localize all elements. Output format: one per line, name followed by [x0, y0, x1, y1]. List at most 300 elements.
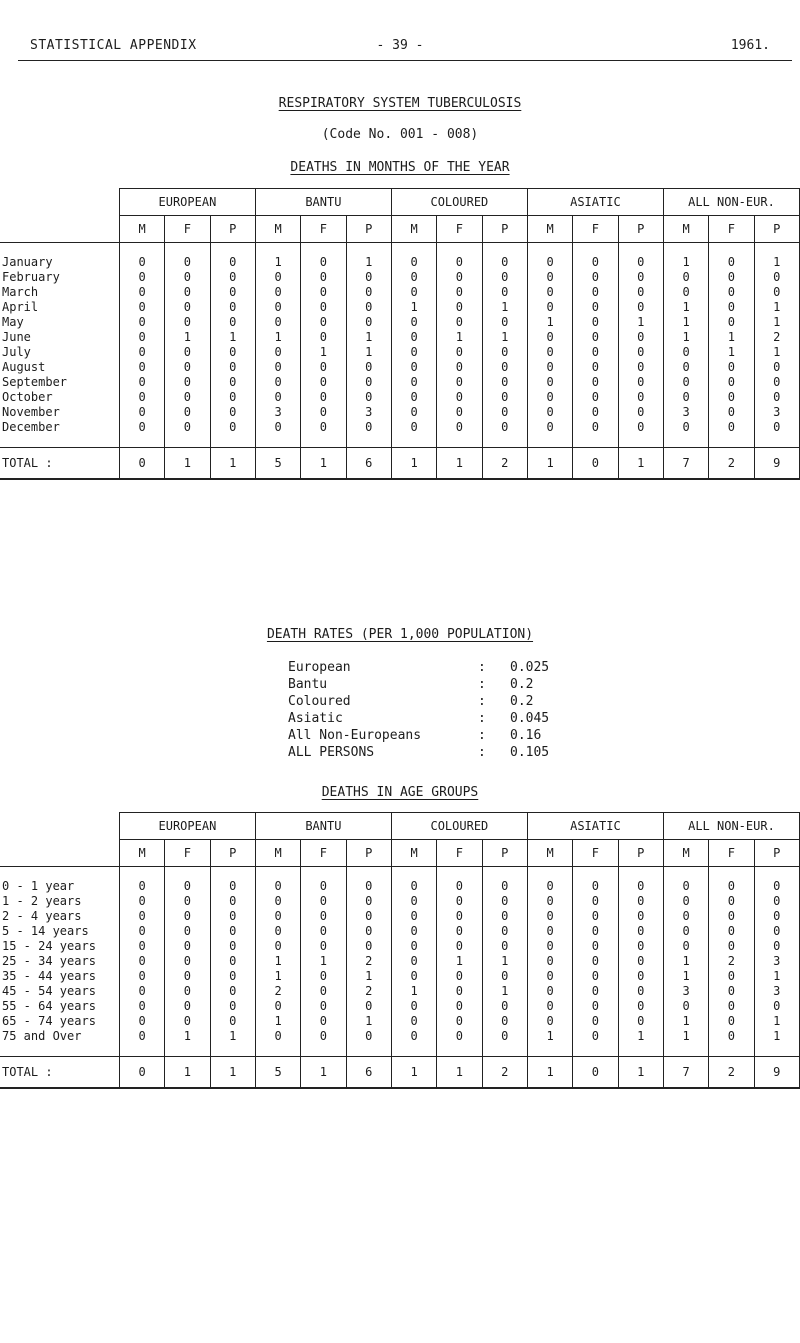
spacer-cell — [0, 435, 119, 448]
table-row — [0, 909, 800, 924]
corner-cell — [0, 840, 119, 867]
table-cell: 3 — [346, 405, 391, 420]
spacer-cell — [255, 1044, 300, 1057]
table-cell: 0 — [437, 375, 482, 390]
sub-header: P — [482, 840, 527, 867]
table-cell: 0 — [255, 360, 300, 375]
table-cell: 0 — [391, 360, 436, 375]
row-label: November — [2, 405, 60, 419]
table-cell: 0 — [391, 345, 436, 360]
row-label: 75 and Over — [2, 1029, 82, 1043]
table-cell: 1 — [437, 954, 482, 969]
spacer-cell — [301, 243, 346, 256]
year: 1961. — [730, 38, 770, 53]
table-cell: 0 — [165, 285, 210, 300]
table-cell: 1 — [391, 300, 436, 315]
table-cell: 0 — [618, 1014, 663, 1029]
table-cell: 0 — [482, 909, 527, 924]
months-table — [0, 188, 800, 480]
age-groups-table — [0, 812, 800, 1089]
table-cell: 0 — [346, 390, 391, 405]
sub-header: P — [346, 840, 391, 867]
total-cell: 2 — [709, 448, 754, 480]
table-cell: 0 — [210, 375, 255, 390]
table-row — [0, 1014, 800, 1029]
table-cell: 0 — [754, 939, 799, 954]
table-cell: 0 — [437, 270, 482, 285]
table-cell: 0 — [301, 1014, 346, 1029]
spacer-cell — [663, 1044, 708, 1057]
table-cell: 0 — [663, 360, 708, 375]
table-cell: 0 — [618, 330, 663, 345]
table-cell: 0 — [709, 360, 754, 375]
sub-header: P — [754, 840, 799, 867]
spacer-cell — [119, 435, 164, 448]
table-cell: 0 — [210, 345, 255, 360]
total-cell: 2 — [482, 448, 527, 480]
row-label: April — [2, 300, 39, 314]
rate-label: Asiatic — [288, 711, 343, 726]
code-line: (Code No. 001 - 008) — [321, 127, 479, 142]
row-label: August — [2, 360, 46, 374]
table-row — [0, 879, 800, 894]
table-row — [0, 255, 800, 270]
table-cell: 0 — [210, 954, 255, 969]
table-cell: 0 — [391, 375, 436, 390]
spacer-cell — [437, 867, 482, 880]
rates-heading: DEATH RATES (PER 1,000 POPULATION) — [266, 627, 534, 642]
table-cell: 0 — [573, 999, 618, 1014]
table-row — [0, 300, 800, 315]
table-cell: 0 — [709, 375, 754, 390]
table-cell: 0 — [210, 909, 255, 924]
table-cell: 1 — [663, 1014, 708, 1029]
sub-header: F — [165, 840, 210, 867]
total-cell: 1 — [301, 1057, 346, 1089]
table-cell: 0 — [527, 879, 572, 894]
table-cell: 0 — [663, 939, 708, 954]
table-row — [0, 969, 800, 984]
table-cell: 0 — [618, 375, 663, 390]
table-cell: 0 — [573, 984, 618, 999]
table-cell: 0 — [255, 1029, 300, 1044]
table-cell: 0 — [165, 909, 210, 924]
table-cell: 0 — [663, 909, 708, 924]
table-cell: 0 — [346, 285, 391, 300]
table-cell: 0 — [754, 420, 799, 435]
corner-cell — [0, 216, 119, 243]
table-cell: 0 — [618, 909, 663, 924]
table-row — [0, 270, 800, 285]
table-cell: 0 — [255, 285, 300, 300]
total-cell: 1 — [437, 448, 482, 480]
total-cell: 6 — [346, 1057, 391, 1089]
row-label: February — [2, 270, 60, 284]
table-cell: 0 — [119, 879, 164, 894]
table-cell: 0 — [165, 924, 210, 939]
table-cell: 3 — [754, 984, 799, 999]
table-cell: 0 — [709, 405, 754, 420]
table-cell: 0 — [391, 390, 436, 405]
sub-header: P — [210, 216, 255, 243]
spacer-cell — [165, 435, 210, 448]
table-row — [0, 984, 800, 999]
table-cell: 0 — [709, 315, 754, 330]
spacer-cell — [346, 1044, 391, 1057]
table-cell: 0 — [165, 999, 210, 1014]
spacer-cell — [437, 243, 482, 256]
spacer-cell — [301, 435, 346, 448]
table-cell: 0 — [119, 1014, 164, 1029]
table-cell: 0 — [210, 1014, 255, 1029]
table-cell: 0 — [482, 999, 527, 1014]
group-header: BANTU — [255, 813, 391, 840]
table-cell: 1 — [754, 969, 799, 984]
table-cell: 0 — [482, 894, 527, 909]
rate-value: 0.105 — [510, 745, 550, 760]
spacer-cell — [663, 243, 708, 256]
table-cell: 1 — [301, 345, 346, 360]
total-row — [0, 448, 800, 480]
table-cell: 0 — [618, 285, 663, 300]
total-cell: 1 — [618, 448, 663, 480]
table-cell: 0 — [709, 879, 754, 894]
table-cell: 0 — [573, 939, 618, 954]
sub-header: F — [437, 840, 482, 867]
table-cell: 0 — [709, 999, 754, 1014]
table-cell: 0 — [618, 405, 663, 420]
sub-header: F — [301, 216, 346, 243]
row-label: 35 - 44 years — [2, 969, 96, 983]
spacer-cell — [573, 243, 618, 256]
table-cell: 0 — [301, 999, 346, 1014]
group-header: EUROPEAN — [119, 189, 255, 216]
group-header: BANTU — [255, 189, 391, 216]
table-cell: 0 — [709, 300, 754, 315]
spacer-cell — [709, 435, 754, 448]
table-cell: 0 — [709, 894, 754, 909]
table-cell: 0 — [119, 300, 164, 315]
table-cell: 0 — [391, 420, 436, 435]
table-cell: 0 — [437, 360, 482, 375]
table-cell: 0 — [618, 270, 663, 285]
rate-row — [288, 676, 590, 693]
table-cell: 0 — [527, 405, 572, 420]
rate-colon: : — [478, 728, 486, 743]
death-rates-list — [288, 659, 590, 761]
table-cell: 1 — [527, 1029, 572, 1044]
spacer-cell — [527, 243, 572, 256]
rate-label: ALL PERSONS — [288, 745, 375, 760]
group-header-row — [0, 189, 800, 216]
table-cell: 0 — [165, 360, 210, 375]
sub-header: M — [527, 840, 572, 867]
row-label: 45 - 54 years — [2, 984, 96, 998]
table-cell: 1 — [527, 315, 572, 330]
row-label: June — [2, 330, 31, 344]
table-cell: 1 — [391, 984, 436, 999]
table-cell: 0 — [437, 345, 482, 360]
table-cell: 0 — [437, 255, 482, 270]
spacer-cell — [527, 867, 572, 880]
table-cell: 0 — [210, 894, 255, 909]
table-cell: 0 — [391, 969, 436, 984]
table-cell: 0 — [573, 405, 618, 420]
sub-header: F — [709, 216, 754, 243]
total-cell: 0 — [573, 1057, 618, 1089]
table-cell: 0 — [255, 999, 300, 1014]
table-cell: 0 — [573, 924, 618, 939]
table-cell: 0 — [618, 969, 663, 984]
table-cell: 0 — [119, 1029, 164, 1044]
table-cell: 0 — [301, 285, 346, 300]
table-cell: 1 — [663, 300, 708, 315]
table-row — [0, 330, 800, 345]
row-label: 25 - 34 years — [2, 954, 96, 968]
total-cell: 1 — [210, 448, 255, 480]
table-cell: 0 — [527, 420, 572, 435]
table-cell: 0 — [482, 1029, 527, 1044]
table-cell: 1 — [663, 1029, 708, 1044]
table-cell: 0 — [618, 999, 663, 1014]
table-cell: 0 — [618, 360, 663, 375]
table-cell: 0 — [301, 1029, 346, 1044]
table-cell: 0 — [346, 360, 391, 375]
table-cell: 0 — [527, 360, 572, 375]
total-cell: 2 — [482, 1057, 527, 1089]
spacer-cell — [709, 243, 754, 256]
table-cell: 1 — [482, 300, 527, 315]
table-cell: 0 — [437, 420, 482, 435]
table-cell: 0 — [482, 255, 527, 270]
total-label: TOTAL : — [0, 1057, 119, 1089]
table-cell: 1 — [210, 330, 255, 345]
table-cell: 0 — [119, 345, 164, 360]
table-cell: 0 — [573, 1029, 618, 1044]
table-cell: 0 — [527, 924, 572, 939]
spacer-cell — [527, 1044, 572, 1057]
table-cell: 0 — [119, 984, 164, 999]
total-cell: 2 — [709, 1057, 754, 1089]
table-cell: 0 — [255, 300, 300, 315]
table-cell: 0 — [346, 375, 391, 390]
table-cell: 0 — [709, 285, 754, 300]
spacer-cell — [754, 1044, 799, 1057]
table-cell: 0 — [437, 969, 482, 984]
spacer-cell — [391, 867, 436, 880]
total-row — [0, 1057, 800, 1089]
table-row — [0, 390, 800, 405]
table-cell: 1 — [255, 255, 300, 270]
table-cell: 0 — [165, 315, 210, 330]
sub-header: F — [437, 216, 482, 243]
table-cell: 0 — [210, 360, 255, 375]
table-cell: 0 — [437, 405, 482, 420]
table-cell: 0 — [709, 939, 754, 954]
table-cell: 0 — [301, 270, 346, 285]
table-cell: 0 — [210, 984, 255, 999]
sub-header: F — [573, 840, 618, 867]
table-cell: 0 — [663, 285, 708, 300]
table-row — [0, 315, 800, 330]
table-cell: 0 — [618, 954, 663, 969]
table-cell: 1 — [301, 954, 346, 969]
table-cell: 3 — [255, 405, 300, 420]
table-cell: 0 — [346, 909, 391, 924]
table-cell: 1 — [482, 984, 527, 999]
table-cell: 3 — [663, 405, 708, 420]
spacer-cell — [165, 1044, 210, 1057]
table-cell: 0 — [527, 999, 572, 1014]
table-cell: 0 — [301, 255, 346, 270]
spacer-cell — [119, 243, 164, 256]
table-cell: 0 — [119, 420, 164, 435]
table-row — [0, 375, 800, 390]
table-cell: 2 — [709, 954, 754, 969]
table-cell: 0 — [573, 390, 618, 405]
table-cell: 0 — [482, 969, 527, 984]
total-cell: 1 — [618, 1057, 663, 1089]
table-row — [0, 999, 800, 1014]
table-cell: 0 — [391, 879, 436, 894]
table-cell: 0 — [165, 1014, 210, 1029]
sub-header: F — [573, 216, 618, 243]
table-cell: 0 — [346, 894, 391, 909]
table-cell: 0 — [709, 270, 754, 285]
spacer-cell — [210, 243, 255, 256]
table-cell: 0 — [391, 1029, 436, 1044]
table-cell: 0 — [255, 924, 300, 939]
table-cell: 0 — [437, 909, 482, 924]
table-cell: 0 — [119, 924, 164, 939]
table-cell: 0 — [165, 375, 210, 390]
table-cell: 0 — [527, 969, 572, 984]
row-label: 65 - 74 years — [2, 1014, 96, 1028]
rate-label: European — [288, 660, 351, 675]
total-cell: 7 — [663, 448, 708, 480]
table-cell: 0 — [301, 984, 346, 999]
rate-value: 0.2 — [510, 677, 534, 692]
sub-header: M — [255, 840, 300, 867]
header-rule — [18, 60, 792, 61]
table-cell: 0 — [437, 390, 482, 405]
sub-header: F — [165, 216, 210, 243]
table-cell: 0 — [573, 300, 618, 315]
table-cell: 0 — [346, 300, 391, 315]
spacer-cell — [391, 1044, 436, 1057]
table-cell: 0 — [709, 969, 754, 984]
spacer-row — [0, 1044, 800, 1057]
table-cell: 0 — [482, 375, 527, 390]
table-cell: 0 — [119, 999, 164, 1014]
table-cell: 0 — [119, 405, 164, 420]
spacer-cell — [709, 867, 754, 880]
table-cell: 0 — [119, 390, 164, 405]
table-cell: 0 — [754, 999, 799, 1014]
table-cell: 1 — [754, 315, 799, 330]
spacer-cell — [210, 435, 255, 448]
table-cell: 0 — [210, 390, 255, 405]
spacer-cell — [618, 243, 663, 256]
table-cell: 0 — [618, 879, 663, 894]
table-cell: 0 — [663, 345, 708, 360]
rate-label: All Non-Europeans — [288, 728, 422, 743]
table-cell: 0 — [301, 939, 346, 954]
sub-header-row — [0, 216, 800, 243]
total-cell: 0 — [119, 448, 164, 480]
table-cell: 0 — [482, 390, 527, 405]
table-cell: 0 — [346, 270, 391, 285]
table-cell: 0 — [301, 420, 346, 435]
spacer-cell — [437, 1044, 482, 1057]
table-cell: 0 — [482, 270, 527, 285]
total-cell: 1 — [527, 448, 572, 480]
spacer-cell — [754, 243, 799, 256]
row-label: December — [2, 420, 60, 434]
table-cell: 0 — [210, 270, 255, 285]
spacer-cell — [301, 867, 346, 880]
table-cell: 0 — [437, 1014, 482, 1029]
table-cell: 0 — [709, 1029, 754, 1044]
table-cell: 0 — [301, 375, 346, 390]
table-cell: 0 — [618, 924, 663, 939]
table-row — [0, 894, 800, 909]
table-cell: 0 — [346, 879, 391, 894]
table-cell: 0 — [573, 345, 618, 360]
table-row — [0, 939, 800, 954]
table-cell: 0 — [527, 345, 572, 360]
table-cell: 1 — [663, 255, 708, 270]
table-cell: 0 — [119, 909, 164, 924]
spacer-cell — [391, 435, 436, 448]
table-cell: 0 — [255, 879, 300, 894]
table-row — [0, 360, 800, 375]
table-cell: 0 — [618, 984, 663, 999]
table-cell: 0 — [754, 375, 799, 390]
table-cell: 1 — [482, 954, 527, 969]
rate-colon: : — [478, 745, 486, 760]
table-cell: 0 — [527, 894, 572, 909]
table-cell: 1 — [255, 969, 300, 984]
table-cell: 0 — [165, 300, 210, 315]
table-cell: 0 — [754, 894, 799, 909]
table-cell: 0 — [573, 420, 618, 435]
table-cell: 0 — [482, 879, 527, 894]
sub-header: M — [119, 840, 164, 867]
row-label: 1 - 2 years — [2, 894, 82, 908]
spacer-cell — [301, 1044, 346, 1057]
table-cell: 0 — [255, 390, 300, 405]
table-cell: 0 — [709, 420, 754, 435]
row-label: September — [2, 375, 68, 389]
total-cell: 6 — [346, 448, 391, 480]
table-cell: 0 — [754, 285, 799, 300]
spacer-cell — [618, 867, 663, 880]
group-header: EUROPEAN — [119, 813, 255, 840]
table-cell: 0 — [663, 270, 708, 285]
total-cell: 0 — [573, 448, 618, 480]
table-cell: 1 — [709, 345, 754, 360]
spacer-cell — [346, 243, 391, 256]
table-cell: 0 — [573, 360, 618, 375]
page-number: - 39 - — [376, 38, 424, 53]
table-cell: 0 — [709, 1014, 754, 1029]
rate-value: 0.2 — [510, 694, 534, 709]
table-cell: 0 — [165, 879, 210, 894]
table-cell: 0 — [482, 360, 527, 375]
table-cell: 0 — [527, 330, 572, 345]
row-label: 15 - 24 years — [2, 939, 96, 953]
